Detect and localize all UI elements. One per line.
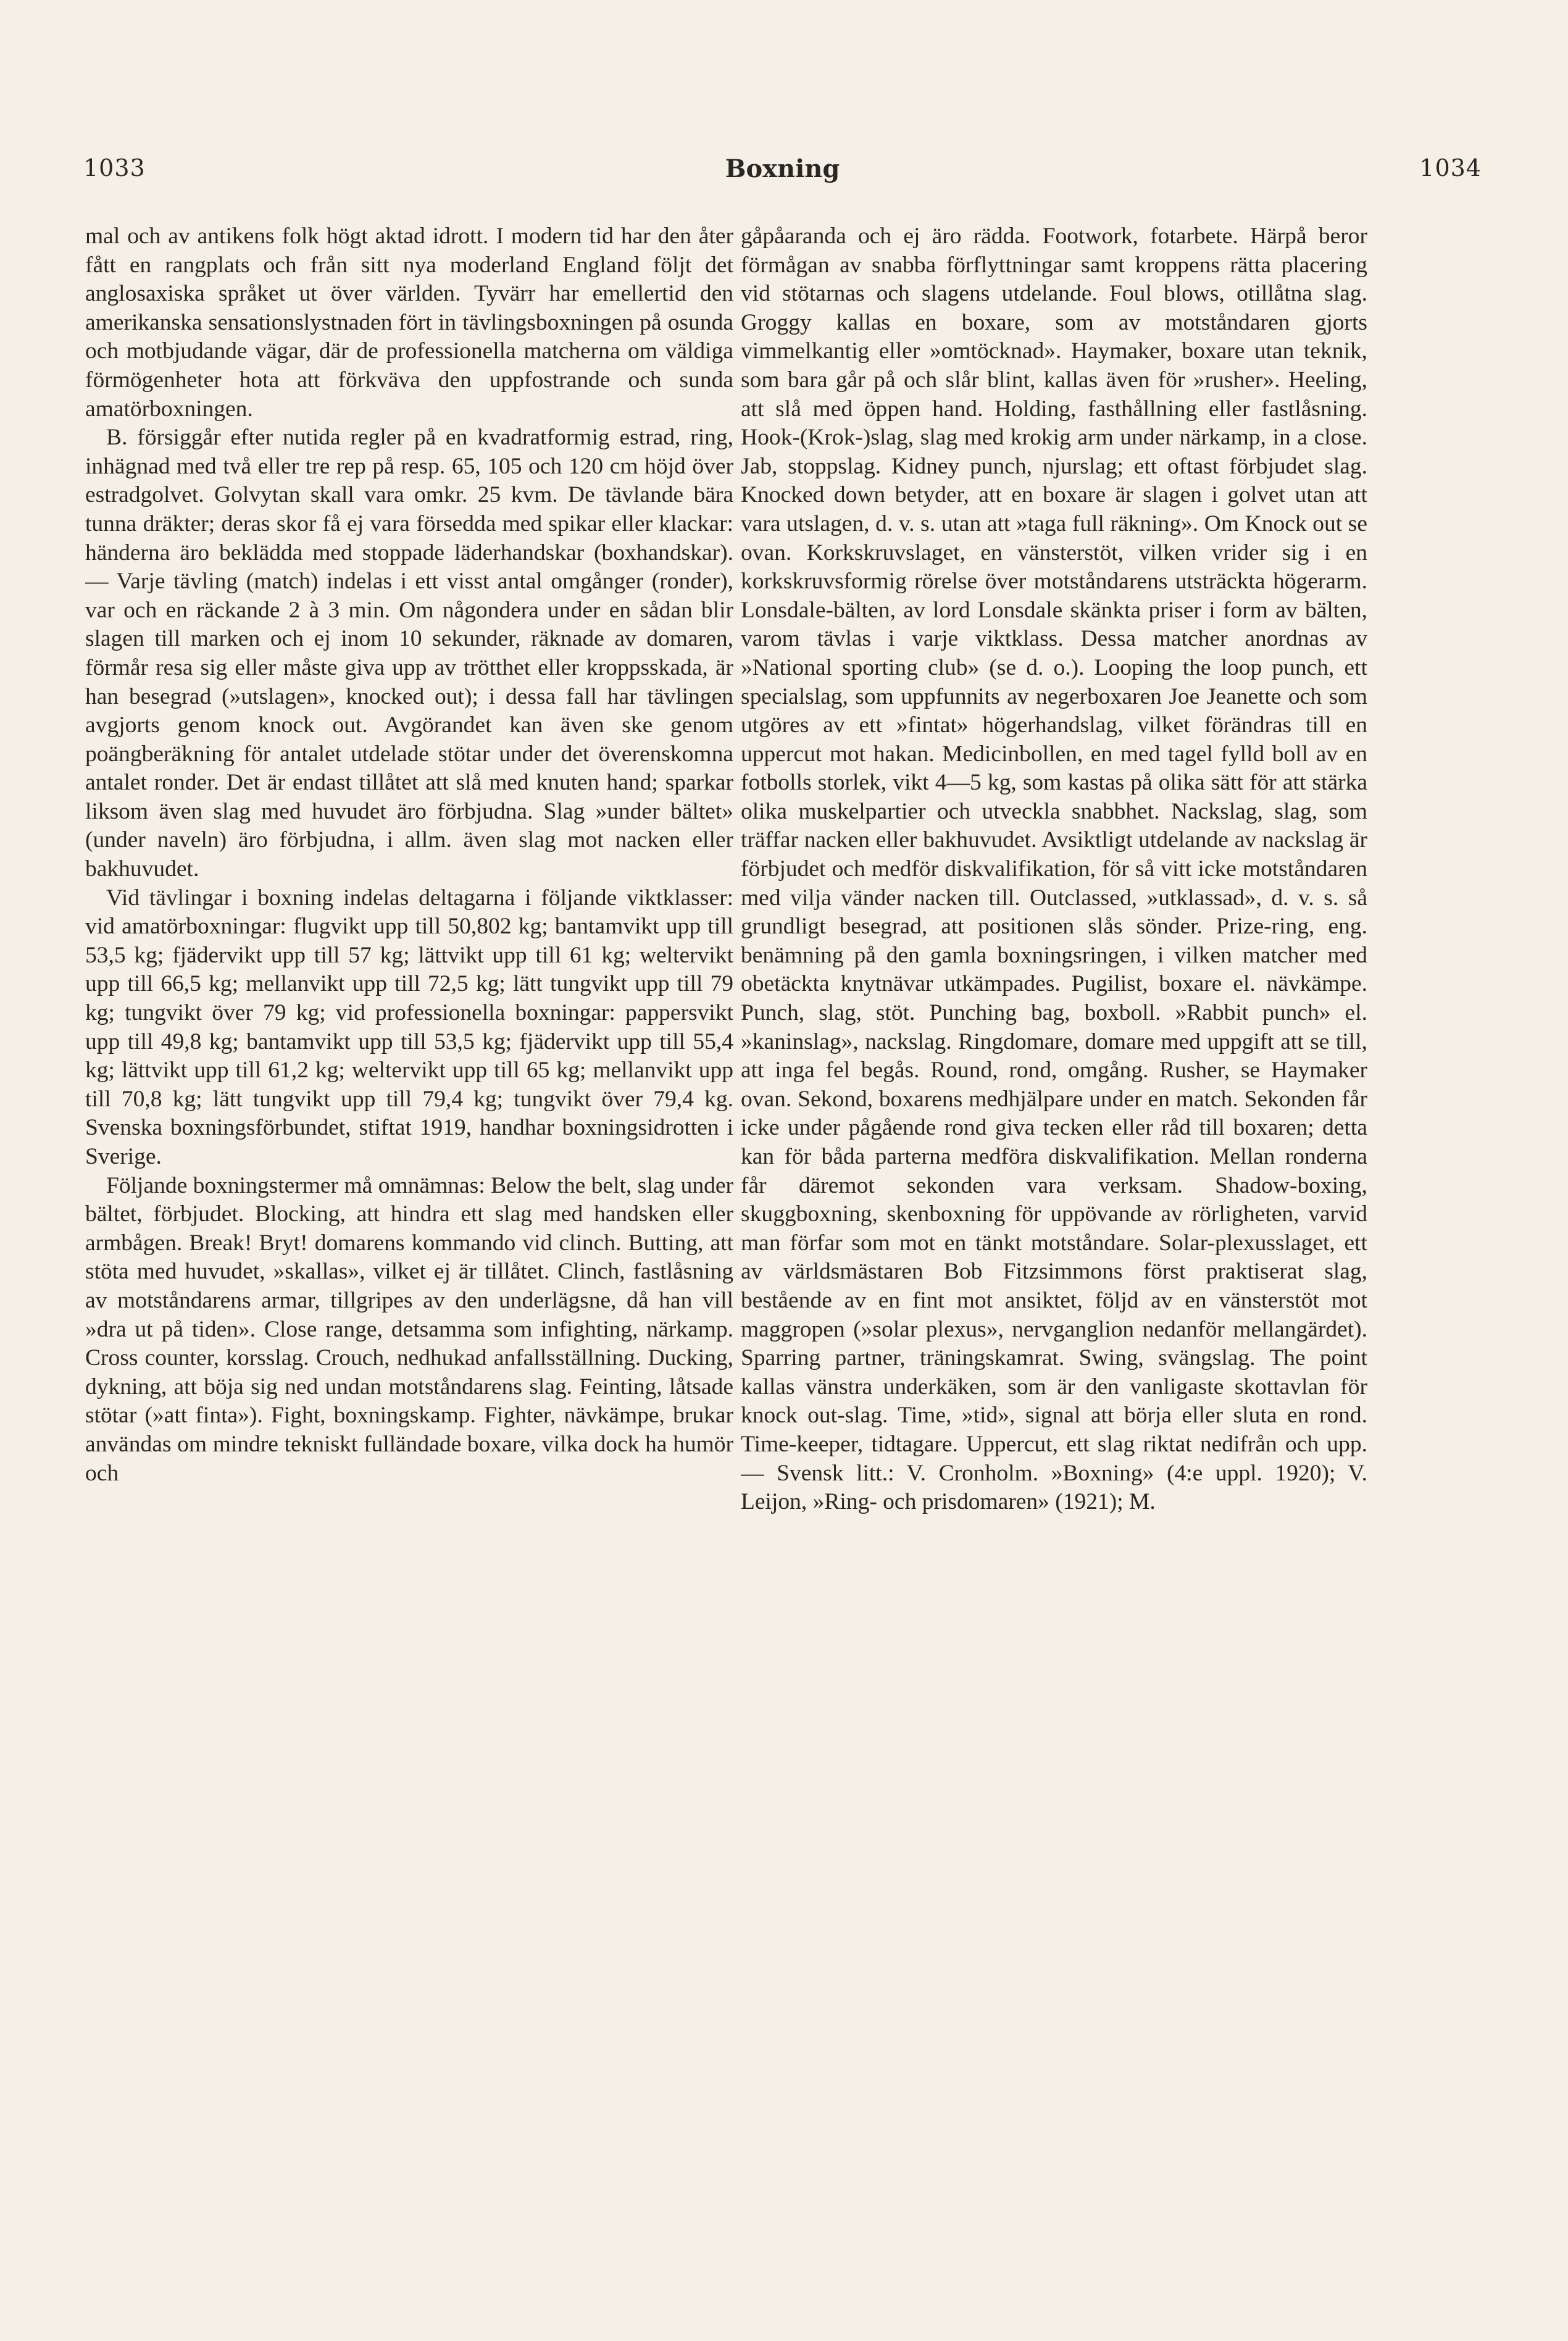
paragraph: mal och av antikens folk högt aktad idrott. I modern tid har den åter fått en rangplats och från sitt nya moderland England följt det anglosaxiska språket ut över världen. Tyvärr har emellertid den amerikanska sensationslystnaden fört in tävlingsboxningen på osunda och motbjudande vägar, där de professionella matcherna om väldiga förmögenheter hota att förkväva den uppfostrande och sunda amatörboxningen.	[85, 223, 733, 422]
paragraph: Följande boxningstermer må omnämnas: Below the belt, slag under bältet, förbjudet. Blocking, att hindra ett slag med handsken eller armbågen. Break! Bryt! domarens kommando vid clinch. Butting, att stöta med huvudet, »skallas», vilket ej är tillåtet. Clinch, fastlåsning av motståndarens armar, tillgripes av den underlägsne, då han vill »dra ut på tiden». Close range, detsamma som infighting, närkamp. Cross counter, korsslag. Crouch, nedhukad anfallsställning. Ducking, dykning, att böja sig ned undan motståndarens slag. Feinting, låtsade stötar (»att finta»). Fight, boxningskamp. Fighter, nävkämpe, brukar användas om mindre tekniskt fulländade boxare, vilka dock ha humör och	[85, 1172, 733, 1486]
page-number-right: 1034	[1419, 154, 1482, 182]
paragraph: B. försiggår efter nutida regler på en kvadratformig estrad, ring, inhägnad med två eller tre rep på resp. 65, 105 och 120 cm höjd över estradgolvet. Golvytan skall vara omkr. 25 kvm. De tävlande bära tunna dräkter; deras skor få ej vara försedda med spikar eller klackar: händerna äro beklädda med stoppade läderhandskar (boxhandskar). — Varje tävling (match) indelas i ett visst antal omgånger (ronder), var och en räckande 2 à 3 min. Om någondera under en sådan blir slagen till marken och ej inom 10 sekunder, räknade av domaren, förmår resa sig eller måste giva upp av trötthet eller kroppsskada, är han besegrad (»utslagen», knocked out); i dessa fall har tävlingen avgjorts genom knock out. Avgörandet kan även ske genom poängberäkning för antalet utdelade stötar under det överenskomna antalet ronder. Det är endast tillåtet att slå med knuten hand; sparkar liksom även slag med huvudet äro förbjudna. Slag »under bältet» (under naveln) äro förbjudna, i allm. även slag mot nacken eller bakhuvudet.	[85, 425, 733, 882]
page-header	[83, 154, 1482, 198]
paragraph: Vid tävlingar i boxning indelas deltagarna i följande viktklasser: vid amatörboxningar: flugvikt upp till 50,802 kg; bantamvikt upp till 53,5 kg; fjädervikt upp till 57 kg; lättvikt upp till 61 kg; weltervikt upp till 66,5 kg; mellanvikt upp till 72,5 kg; lätt tungvikt upp till 79 kg; tungvikt över 79 kg; vid professionella boxningar: pappersvikt upp till 49,8 kg; bantamvikt upp till 53,5 kg; fjädervikt upp till 55,4 kg; lättvikt upp till 61,2 kg; weltervikt upp till 65 kg; mellanvikt upp till 70,8 kg; lätt tungvikt upp till 79,4 kg; tungvikt över 79,4 kg. Svenska boxningsförbundet, stiftat 1919, handhar boxningsidrotten i Sverige.	[85, 885, 733, 1169]
left-column	[85, 222, 733, 2321]
right-column	[741, 222, 1367, 2321]
page-number-left: 1033	[83, 154, 146, 182]
running-title: Boxning	[725, 154, 840, 183]
paragraph: gåpåaranda och ej äro rädda. Footwork, fotarbete. Härpå beror förmågan av snabba förflyttningar samt kroppens rätta placering vid stötarnas och slagens utdelande. Foul blows, otillåtna slag. Groggy kallas en boxare, som av motståndaren gjorts vimmelkantig eller »omtöcknad». Haymaker, boxare utan teknik, som bara går på och slår blint, kallas även för »rusher». Heeling, att slå med öppen hand. Holding, fasthållning eller fastlåsning. Hook-(Krok-)slag, slag med krokig arm under närkamp, in a close. Jab, stoppslag. Kidney punch, njurslag; ett oftast förbjudet slag. Knocked down betyder, att en boxare är slagen i golvet utan att vara utslagen, d. v. s. utan att »taga full räkning». Om Knock out se ovan. Korkskruvslaget, en vänsterstöt, vilken vrider sig i en korkskruvsformig rörelse över motståndarens utsträckta högerarm. Lonsdale-bälten, av lord Lonsdale skänkta priser i form av bälten, varom tävlas i varje viktklass. Dessa matcher anordnas av »National sporting club» (se d. o.). Looping the loop punch, ett specialslag, som uppfunnits av negerboxaren Joe Jeanette och som utgöres av ett »fintat» högerhandslag, vilket förändras till en uppercut mot hakan. Medicinbollen, en med tagel fylld boll av en fotbolls storlek, vikt 4—5 kg, som kastas på olika sätt för att stärka olika muskelpartier och utveckla snabbhet. Nackslag, slag, som träffar nacken eller bakhuvudet. Avsiktligt utdelande av nackslag är förbjudet och medför diskvalifikation, för så vitt icke motståndaren med vilja vänder nacken till. Outclassed, »utklassad», d. v. s. så grundligt besegrad, att positionen slås sönder. Prize-ring, eng. benämning på den gamla boxningsringen, i vilken matcher med obetäckta knytnävar utkämpades. Pugilist, boxare el. nävkämpe. Punch, slag, stöt. Punching bag, boxboll. »Rabbit punch» el. »kaninslag», nackslag. Ringdomare, domare med uppgift att se till, att inga fel begås. Round, rond, omgång. Rusher, se Haymaker ovan. Sekond, boxarens medhjälpare under en match. Sekonden får icke under pågående rond giva tecken eller råd till boxaren; detta kan för båda parterna medföra diskvalifikation. Mellan ronderna får däremot sekonden vara verksam. Shadow-boxing, skuggboxning, skenboxning för uppövande av rörligheten, varvid man förfar som mot en tänkt motståndare. Solar-plexusslaget, ett av världsmästaren Bob Fitzsimmons först praktiserat slag, bestående av en fint mot ansiktet, följd av en vänsterstöt mot maggropen (»solar plexus», nervganglion nedanför mellangärdet). Sparring partner, träningskamrat. Swing, svängslag. The point kallas vänstra underkäken, som är den vanligaste skottavlan för knock out-slag. Time, »tid», signal att börja eller sluta en rond. Time-keeper, tidtagare. Uppercut, ett slag riktat nedifrån och upp. — Svensk litt.: V. Cronholm. »Boxning» (4:e uppl. 1920); V. Leijon, »Ring- och prisdomaren» (1921); M.	[741, 223, 1367, 1515]
